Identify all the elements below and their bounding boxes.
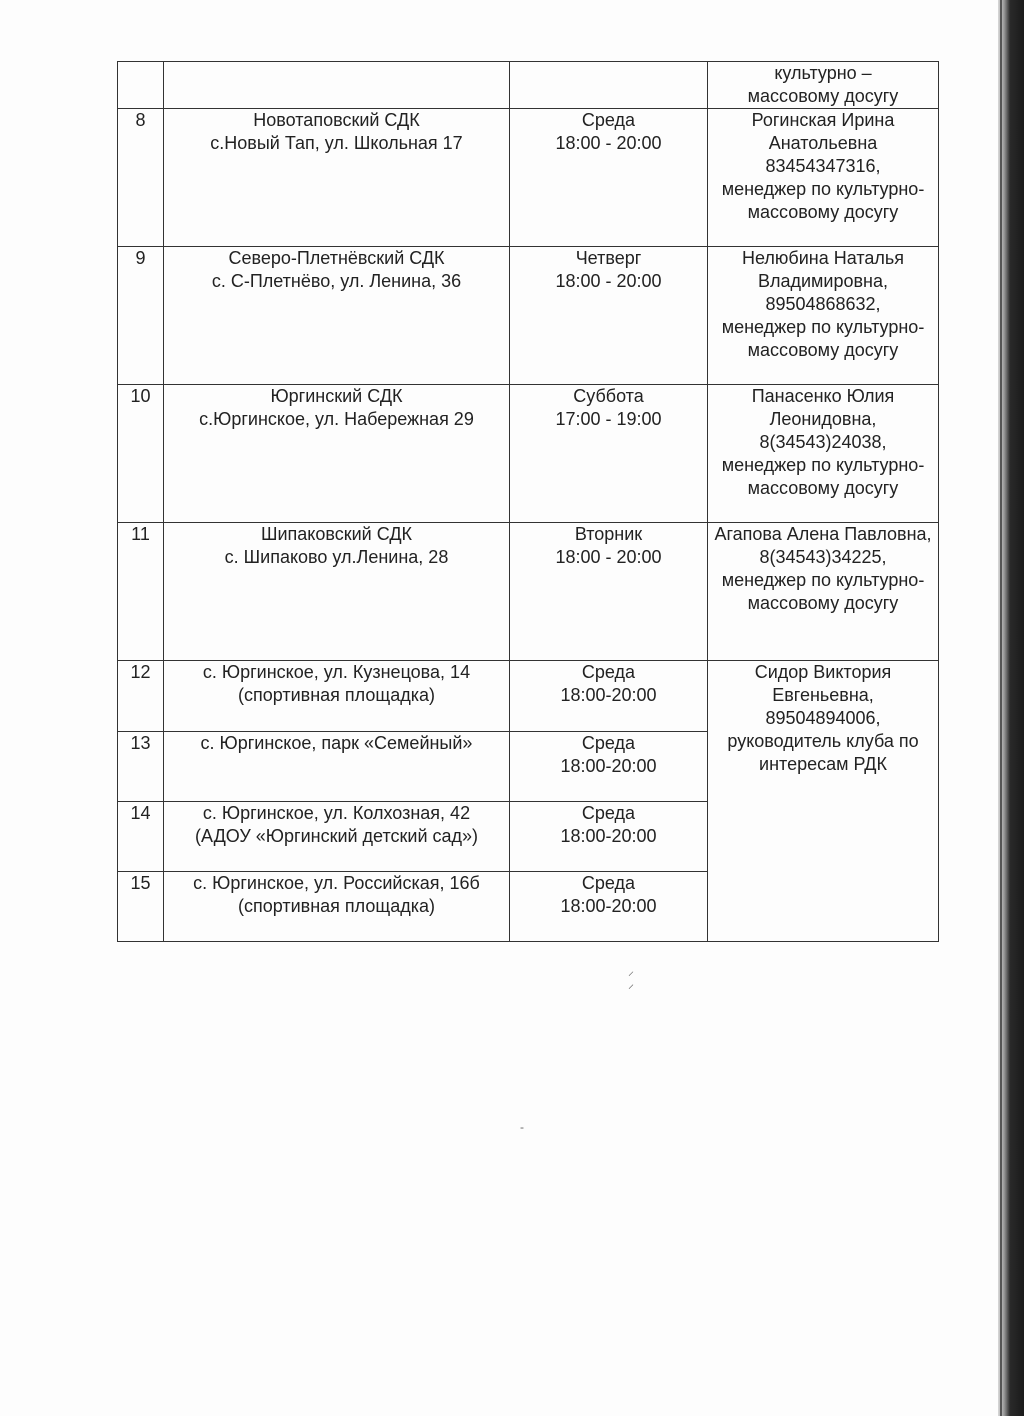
- contact-cell: Панасенко Юлия Леонидовна, 8(34543)24038, менеджер по культурно-массовому досугу: [708, 385, 939, 523]
- table-row: [118, 247, 939, 385]
- time-cell: Среда 18:00-20:00: [510, 872, 708, 942]
- time-cell: Суббота 17:00 - 19:00: [510, 385, 708, 523]
- time-cell: Четверг 18:00 - 20:00: [510, 247, 708, 385]
- contact-cell: культурно – массовому досугу: [708, 62, 939, 109]
- venue-cell: [164, 62, 510, 109]
- row-number: 9: [118, 247, 164, 385]
- time-cell: Среда 18:00-20:00: [510, 732, 708, 802]
- table-row: [118, 62, 939, 109]
- scan-speck: ⸝: [628, 964, 635, 978]
- time-cell: Среда 18:00 - 20:00: [510, 109, 708, 247]
- venue-cell: Шипаковский СДК с. Шипаково ул.Ленина, 28: [164, 523, 510, 661]
- contact-cell: Нелюбина Наталья Владимировна, 89504868632, менеджер по культурно-массовому досугу: [708, 247, 939, 385]
- contact-cell: Сидор Виктория Евгеньевна, 89504894006, руководитель клуба по интересам РДК: [708, 661, 939, 942]
- row-number: 14: [118, 802, 164, 872]
- schedule-table: [117, 61, 939, 942]
- scan-speck: ‐: [520, 1120, 524, 1134]
- venue-cell: с. Юргинское, ул. Колхозная, 42 (АДОУ «Юргинский детский сад»): [164, 802, 510, 872]
- scan-speck: ⸍: [628, 982, 635, 996]
- row-number: 10: [118, 385, 164, 523]
- table-row: [118, 109, 939, 247]
- table-row: [118, 661, 939, 732]
- row-number: [118, 62, 164, 109]
- venue-cell: Юргинский СДК с.Юргинское, ул. Набережная 29: [164, 385, 510, 523]
- row-number: 11: [118, 523, 164, 661]
- time-cell: [510, 62, 708, 109]
- venue-cell: с. Юргинское, ул. Кузнецова, 14 (спортивная площадка): [164, 661, 510, 732]
- scan-edge-line: [1000, 0, 1002, 1416]
- contact-cell: Агапова Алена Павловна, 8(34543)34225, менеджер по культурно-массовому досугу: [708, 523, 939, 661]
- row-number: 8: [118, 109, 164, 247]
- table-row: [118, 385, 939, 523]
- time-cell: Вторник 18:00 - 20:00: [510, 523, 708, 661]
- venue-cell: Новотаповский СДК с.Новый Тап, ул. Школьная 17: [164, 109, 510, 247]
- table-row: [118, 523, 939, 661]
- row-number: 15: [118, 872, 164, 942]
- row-number: 12: [118, 661, 164, 732]
- time-cell: Среда 18:00-20:00: [510, 802, 708, 872]
- contact-cell: Рогинская Ирина Анатольевна 83454347316, менеджер по культурно-массовому досугу: [708, 109, 939, 247]
- venue-cell: Северо-Плетнёвский СДК с. С-Плетнёво, ул. Ленина, 36: [164, 247, 510, 385]
- time-cell: Среда 18:00-20:00: [510, 661, 708, 732]
- row-number: 13: [118, 732, 164, 802]
- venue-cell: с. Юргинское, ул. Российская, 16б (спортивная площадка): [164, 872, 510, 942]
- venue-cell: с. Юргинское, парк «Семейный»: [164, 732, 510, 802]
